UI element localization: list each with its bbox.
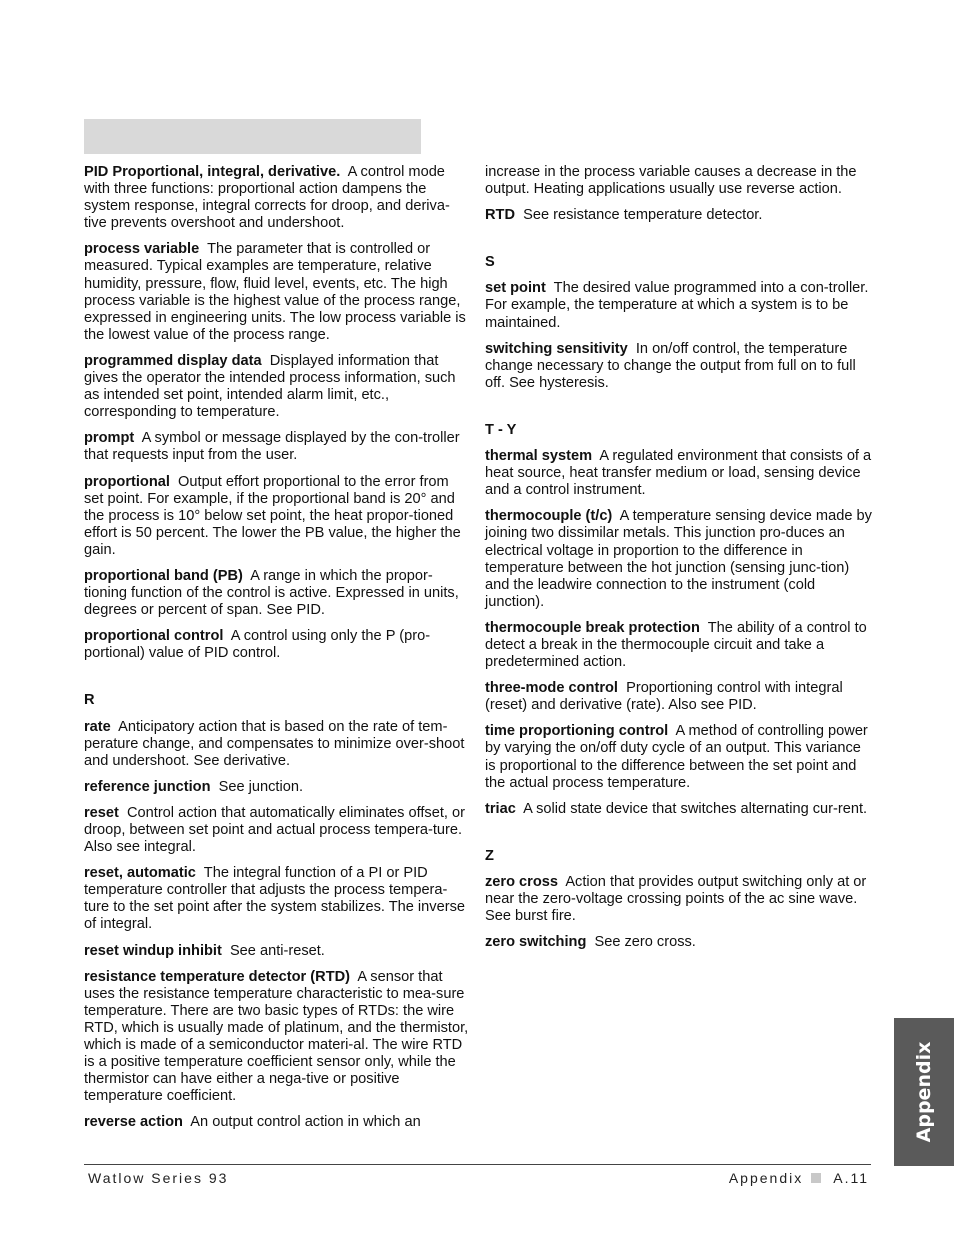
appendix-side-tab (894, 1018, 954, 1166)
glossary-definition: The parameter that is controlled or measured. Typical examples are temperature, relative humidity, pressure, flow, fluid level, events, etc. The high process variable is the highest value of the process range, expressed in engineering units. The low process variable is the lowest value of the process range. (84, 241, 466, 343)
glossary-term: PID Proportional, integral, derivative. (84, 164, 341, 180)
glossary-entry (84, 779, 469, 796)
footer-section-label: Appendix (728, 1170, 804, 1186)
glossary-term: time proportioning control (485, 723, 669, 740)
glossary-term: set point (485, 280, 546, 297)
z-entries (485, 874, 872, 951)
glossary-entry (485, 801, 872, 818)
glossary-entry (84, 164, 469, 232)
glossary-entry (485, 620, 872, 671)
glossary-definition: A sensor that uses the resistance temperature characteristic to mea-sure temperature. There are two basic types of RTDs: the wire RTD, which is usually made of platinum, and the thermistor, which is made of a semiconductor materi-al. The wire RTD is a positive temperature coefficient sensor only, while the thermistor can have either a nega-tive or positive temperature coefficient. (84, 968, 469, 1105)
glossary-entry (84, 241, 469, 344)
right-top-entries (485, 164, 872, 224)
glossary-definition: A method of controlling power by varying the on/off duty cycle of an output. This variance is proportional to the difference between the set point and the actual process temperature. (485, 723, 868, 791)
glossary-definition: A symbol or message displayed by the con-troller that requests input from the user. (84, 430, 460, 464)
glossary-entry (485, 448, 872, 499)
glossary-definition: Output effort proportional to the error from set point. For example, if the proportional band is 20° and the process is 10° below set point, the heat propor-tioned effort is 50 percent. The lower the PB value, the higher the gain. (84, 473, 461, 558)
glossary-term: switching sensitivity (485, 340, 628, 357)
glossary-entry (84, 353, 469, 421)
glossary-entry (84, 719, 469, 770)
section-header-bar (84, 119, 421, 154)
glossary-definition: A regulated environment that consists of a heat source, heat transfer medium or load, sensing device and a control instrument. (485, 448, 872, 499)
glossary-definition: Control action that automatically eliminates offset, or droop, between set point and actual process tempera-ture. Also see integral. (84, 804, 465, 856)
glossary-entry (485, 680, 872, 714)
section-heading-r: R (84, 692, 95, 709)
glossary-entry (485, 723, 872, 791)
section-heading-t-y: T - Y (485, 421, 517, 438)
glossary-entry (84, 568, 469, 619)
glossary-term: thermocouple break protection (485, 619, 700, 636)
glossary-entry (84, 805, 469, 856)
glossary-definition: A control using only the P (pro-portional) value of PID control. (84, 628, 431, 662)
glossary-entry (84, 865, 469, 933)
glossary-definition: The desired value programmed into a con-troller. For example, the temperature at which a system is to be maintained. (485, 280, 869, 331)
glossary-definition: In on/off control, the temperature change necessary to change the output from full on to full off. See hysteresis. (485, 340, 856, 391)
glossary-entry (84, 628, 469, 662)
glossary-term: RTD (485, 207, 515, 224)
glossary-entry (485, 341, 872, 392)
glossary-entry (84, 430, 469, 464)
glossary-definition: A range in which the propor-tioning function of the control is active. Expressed in units, degrees or percent of span. See PID. (84, 567, 459, 619)
footer-publication: Watlow Series 93 (88, 1170, 229, 1186)
glossary-entry (84, 969, 469, 1106)
footer-page-info (729, 1170, 869, 1186)
glossary-term: proportional control (84, 628, 224, 645)
glossary-definition: The integral function of a PI or PID temperature controller that adjusts the process tempera-ture to the set point after the system stabilizes. The inverse of integral. (84, 865, 465, 933)
glossary-term: resistance temperature detector (RTD) (84, 968, 351, 985)
glossary-definition: A temperature sensing device made by joining two dissimilar metals. This junction pro-duces an electrical voltage in proportion to the difference in temperature between the hot junction (sensing junc-tion) and the leadwire connection to the instrument (cold junction). (485, 508, 872, 610)
glossary-definition: Displayed information that gives the operator the intended process information, such as intended set point, intended alarm limit, etc., corresponding to temperature. (84, 352, 456, 421)
glossary-definition: See zero cross. (594, 934, 696, 951)
footer-page-number: A.11 (833, 1170, 869, 1186)
glossary-definition: An output control action in which an (190, 1114, 421, 1131)
glossary-definition: A solid state device that switches alternating cur-rent. (523, 800, 868, 817)
glossary-term: reset windup inhibit (84, 942, 222, 959)
right-column (485, 164, 872, 960)
glossary-entry (485, 280, 872, 331)
square-bullet-icon (811, 1173, 821, 1183)
glossary-definition: See anti-reset. (229, 942, 325, 959)
glossary-term: thermocouple (t/c) (485, 508, 613, 525)
glossary-term: programmed display data (84, 352, 262, 369)
s-entries (485, 280, 872, 392)
glossary-term: proportional (84, 473, 170, 490)
glossary-definition: See resistance temperature detector. (523, 207, 763, 224)
glossary-entry (485, 207, 872, 224)
glossary-term: rate (84, 718, 111, 735)
ty-entries (485, 448, 872, 818)
glossary-definition: increase in the process variable causes a decrease in the output. Heating applications usually use reverse action. (485, 164, 857, 198)
glossary-entry (84, 943, 469, 960)
glossary-entry (84, 474, 469, 559)
glossary-term: three-mode control (485, 680, 618, 697)
glossary-term: proportional band (PB) (84, 567, 243, 584)
section-heading-z: Z (485, 847, 494, 864)
left-column (84, 164, 469, 1141)
glossary-entry (485, 874, 872, 925)
glossary-term: process variable (84, 241, 200, 258)
glossary-term: zero cross (485, 873, 559, 890)
glossary-entry (485, 934, 872, 951)
glossary-definition: See junction. (218, 778, 304, 795)
glossary-term: prompt (84, 430, 135, 447)
glossary-term: reference junction (84, 778, 211, 795)
glossary-definition: A control mode with three functions: proportional action dampens the system response, integral corrects for droop, and deriva-tive prevents overshoot and undershoot. (84, 164, 450, 232)
glossary-entry (485, 164, 872, 198)
glossary-term: reset, automatic (84, 865, 196, 882)
side-tab-label: Appendix (913, 1041, 935, 1143)
section-heading-s: S (485, 254, 495, 271)
r-entries (84, 719, 469, 1132)
glossary-term: zero switching (485, 934, 587, 951)
glossary-term: thermal system (485, 448, 593, 465)
glossary-term: triac (485, 800, 516, 817)
glossary-definition: Anticipatory action that is based on the rate of tem-perature change, and compensates to minimize over-shoot and undershoot. See derivative. (84, 718, 465, 769)
footer-rule (84, 1164, 871, 1165)
glossary-term: reset (84, 804, 119, 821)
glossary-entry (485, 508, 872, 611)
glossary-definition: The ability of a control to detect a break in the thermocouple circuit and take a predetermined action. (485, 619, 867, 671)
glossary-definition: Action that provides output switching only at or near the zero-voltage crossing points of the ac sine wave. See burst fire. (485, 873, 867, 925)
glossary-definition: Proportioning control with integral (reset) and derivative (rate). Also see PID. (485, 680, 843, 714)
glossary-term: reverse action (84, 1114, 183, 1131)
left-entries (84, 164, 469, 662)
glossary-entry (84, 1114, 469, 1131)
